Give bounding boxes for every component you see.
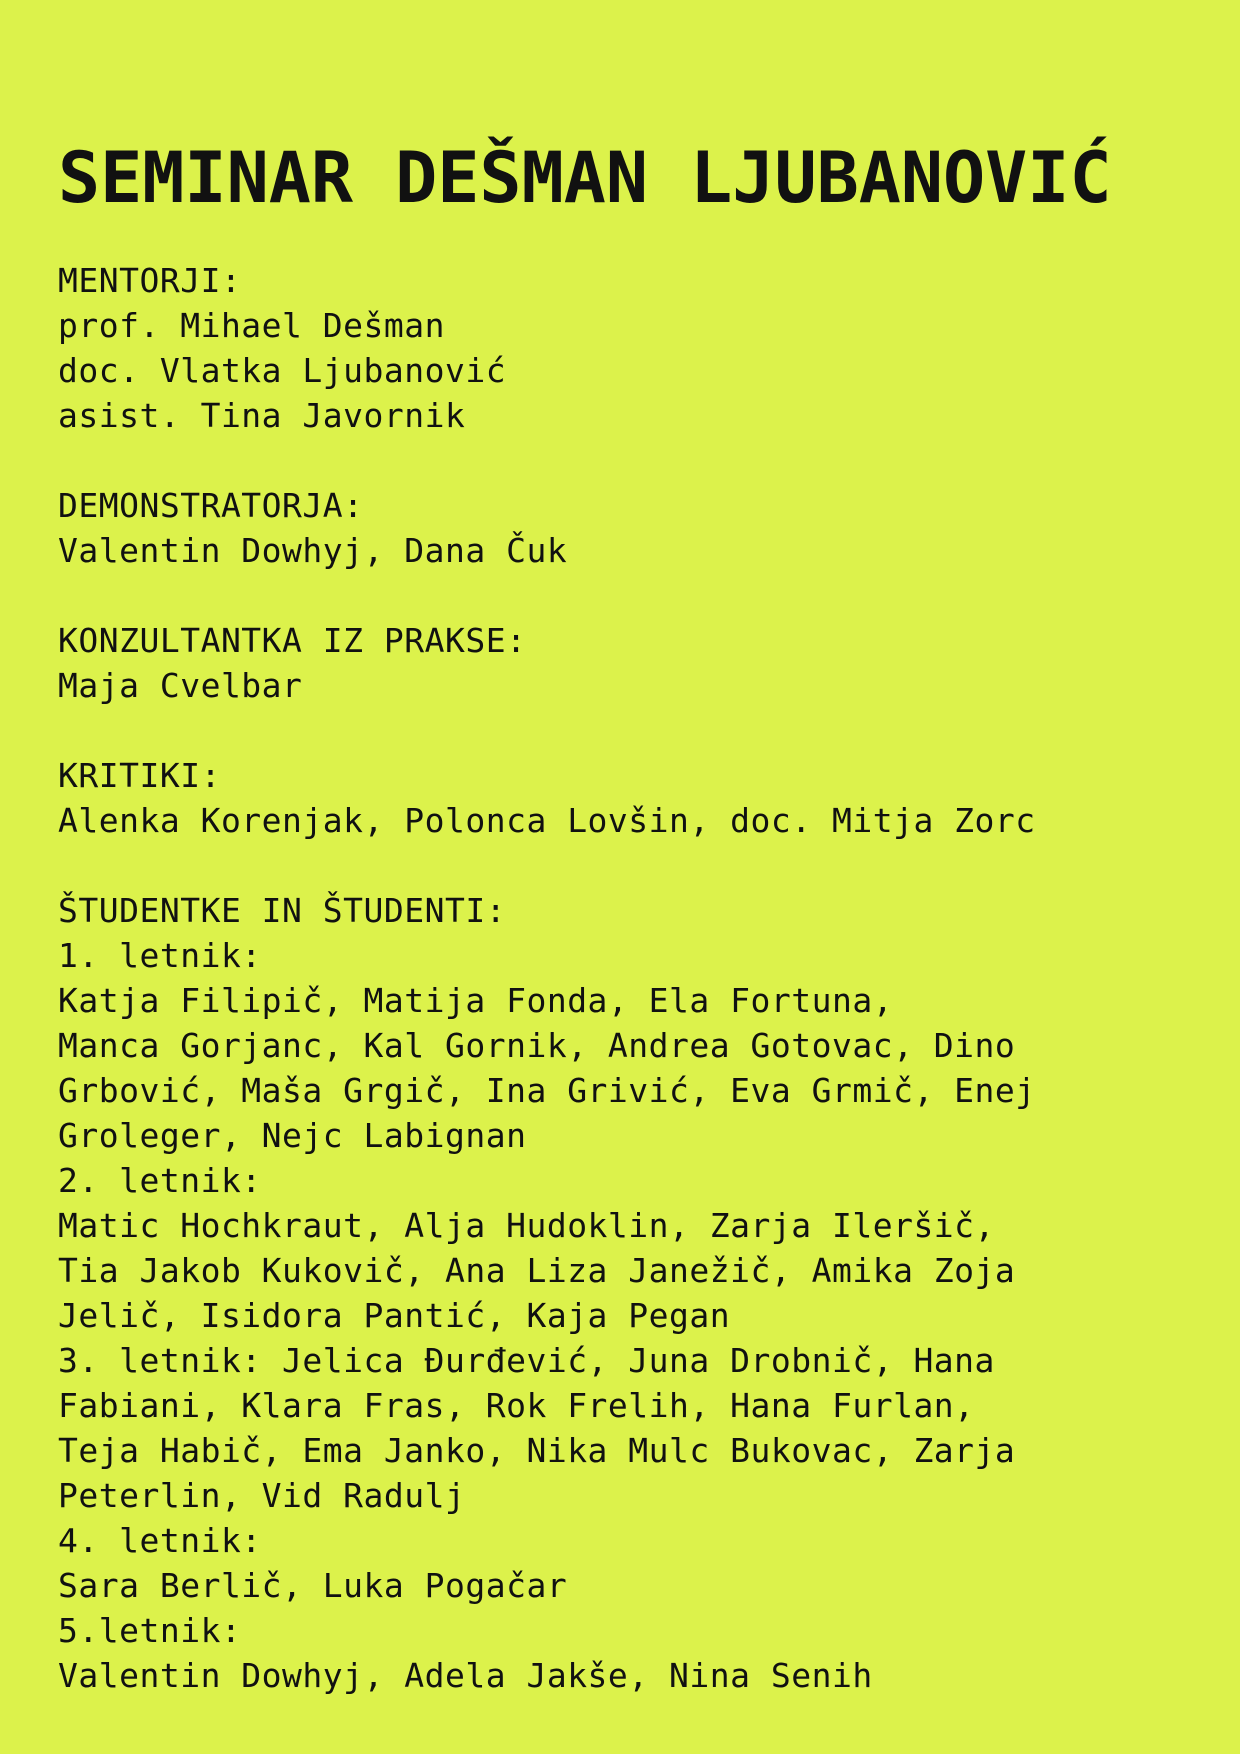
year-2-group: [58, 1158, 1208, 1338]
consultant-heading: KONZULTANTKA IZ PRAKSE:: [58, 621, 527, 660]
year-3-names: Peterlin, Vid Radulj: [58, 1476, 466, 1515]
critics-heading: KRITIKI:: [58, 756, 221, 795]
credits-list: [58, 258, 1208, 1698]
mentors-heading: MENTORJI:: [58, 261, 242, 300]
year-1-group: [58, 933, 1208, 1158]
year-1-names: Manca Gorjanc, Kal Gornik, Andrea Gotovac, Dino: [58, 1026, 1016, 1065]
demonstrators-names: Valentin Dowhyj, Dana Čuk: [58, 531, 568, 570]
demonstrators-heading: DEMONSTRATORJA:: [58, 486, 364, 525]
critics-section: [58, 753, 1208, 843]
year-5-names: Valentin Dowhyj, Adela Jakše, Nina Senih: [58, 1656, 873, 1695]
students-section: [58, 888, 1208, 1698]
year-1-names: Groleger, Nejc Labignan: [58, 1116, 527, 1155]
year-1-names: Katja Filipič, Matija Fonda, Ela Fortuna,: [58, 981, 894, 1020]
critics-names: Alenka Korenjak, Polonca Lovšin, doc. Mitja Zorc: [58, 801, 1036, 840]
year-1-names: Grbović, Maša Grgič, Ina Grivić, Eva Grmič, Enej: [58, 1071, 1036, 1110]
year-2-label: 2. letnik:: [58, 1161, 262, 1200]
mentor-name: doc. Vlatka Ljubanović: [58, 351, 507, 390]
year-5-label: 5.letnik:: [58, 1611, 242, 1650]
year-3-names: 3. letnik: Jelica Đurđević, Juna Drobnič, Hana: [58, 1341, 995, 1380]
year-3-group: [58, 1338, 1208, 1518]
consultant-section: [58, 618, 1208, 708]
page-title: SEMINAR DEŠMAN LJUBANOVIĆ: [58, 137, 1112, 219]
year-3-names: Teja Habič, Ema Janko, Nika Mulc Bukovac, Zarja: [58, 1431, 1016, 1470]
mentor-name: asist. Tina Javornik: [58, 396, 466, 435]
year-3-names: Fabiani, Klara Fras, Rok Frelih, Hana Furlan,: [58, 1386, 975, 1425]
year-2-names: Matic Hochkraut, Alja Hudoklin, Zarja Ileršič,: [58, 1206, 995, 1245]
year-4-group: [58, 1518, 1208, 1608]
year-4-names: Sara Berlič, Luka Pogačar: [58, 1566, 568, 1605]
mentor-name: prof. Mihael Dešman: [58, 306, 445, 345]
year-2-names: Jelič, Isidora Pantić, Kaja Pegan: [58, 1296, 731, 1335]
year-5-group: [58, 1608, 1208, 1698]
demonstrators-section: [58, 483, 1208, 573]
year-2-names: Tia Jakob Kukovič, Ana Liza Janežič, Amika Zoja: [58, 1251, 1016, 1290]
consultant-name: Maja Cvelbar: [58, 666, 303, 705]
year-1-label: 1. letnik:: [58, 936, 262, 975]
year-4-label: 4. letnik:: [58, 1521, 262, 1560]
mentors-section: [58, 258, 1208, 438]
students-heading: ŠTUDENTKE IN ŠTUDENTI:: [58, 891, 507, 930]
